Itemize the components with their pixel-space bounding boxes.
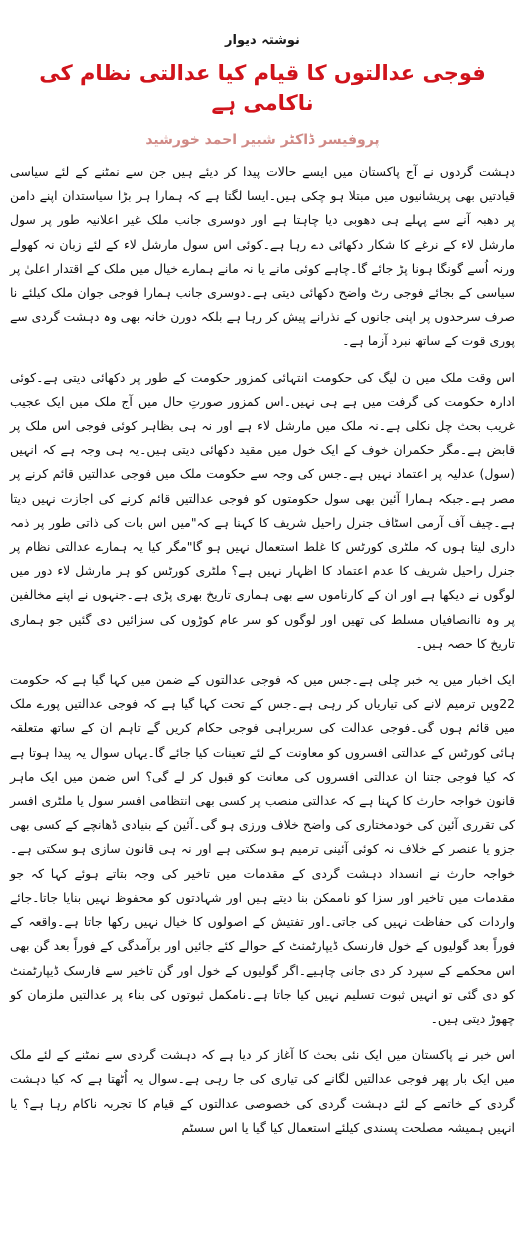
article-paragraph: ایک اخبار میں یہ خبر چلی ہے۔جس میں کہ فوجی عدالتوں کے ضمن میں کہا گیا ہے کہ حکومت 22ویں ترمیم لانے کی تیاریاں کر رہی ہے۔جس کے تحت کہا گیا ہے کہ فوجی عدالتیں پورے ملک میں قائم ہوں گی۔فوجی عدالت کی سربراہی فوجی حکام کریں گے تاہم ان کے ساتھ متعلقہ ہائی کورٹس کے عدالتی افسروں کو معاونت کے لئے تعینات کیا جائے گا۔یہاں سوال یہ پیدا ہوتا ہے کہ کیا فوجی جتنا ان عدالتی افسروں کی معانت کو قبول کر لے گی؟ اس ضمن میں ایک ماہر قانون خواجہ حارث کا کہنا ہے کہ عدالتی منصب پر کسی بھی انتظامی افسر سول یا ملٹری افسر کی تقرری آئین کی خودمختاری کی واضح خلاف ورزی ہو گی۔آئین کے بنیادی ڈھانچے کے کسی بھی جزو یا عنصر کے خلاف نہ کوئی آئینی ترمیم ہو سکتی ہے اور نہ ہی قانون سازی ہو سکتی ہے۔خواجہ حارث نے انسداد دہشت گردی کے مقدمات میں تاخیر کی وجہ بتاتے ہوئے کہا کہ جو مقدمات میں تاخیر اور سزا کو ناممکن بنا دیتے ہیں اور شہادتوں کو محفوظ نہیں بنایا جاتا۔جائے واردات کی حفاظت نہیں کی جاتی۔اور تفتیش کے اصولوں کا خیال نہیں رکھا جاتا ہے۔واقعہ کے فوراً بعد گولیوں کے خول فارنسک ڈیپارٹمنٹ کے حوالے کئے جائیں اور برآمدگی کے فوراً بعد گن بھی اس محکمے کے سپرد کر دی جانی چاہیے۔اگر گولیوں کے خول اور گن تاخیر سے فارسک ڈیپارٹمنٹ کو دی گئی تو انہیں ثبوت تسلیم نہیں کیا جاتا ہے۔نامکمل ثبوتوں کی بناء پر عدالتیں ملزمان کو چھوڑ دیتی ہیں۔: [10, 672, 515, 1026]
article-paragraph: اس وقت ملک میں ن لیگ کی حکومت انتہائی کمزور حکومت کے طور پر دکھائی دیتی ہے۔کوئی ادارہ حکومت کی گرفت میں ہے ہی نہیں۔اس کمزور صورتِ حال میں آج ملک میں ایک عجیب غریب بحث چل نکلی ہے۔نہ ملک میں مارشل لاء ہے اور نہ ہی بظاہر کوئی فوجی اس ملک پر قابض ہے۔مگر حکمران خوف کے ایک خول میں مقید دکھائی دیتی ہیں۔یہ ہی وجہ ہے کہ انہیں (سول) عدلیہ پر اعتماد نہیں ہے۔جس کی وجہ سے حکومت ملک میں فوجی عدالتیں قائم کرنے پر مصر ہے۔جبکہ ہمارا آئین بھی سول حکومتوں کو فوجی عدالتیں قائم کرنے کی اجازت نہیں دیتا ہے۔چیف آف آرمی اسٹاف جنرل راحیل شریف کا کہنا ہے کہ"میں اس بات کی ذاتی طور پر ذمہ داری لیتا ہوں کہ ملٹری کورٹس کا غلط استعمال نہیں ہو گا"مگر کیا یہ ہمارے عدالتی نظام پر جنرل راحیل شریف کا عدم اعتماد کا اظہار نہیں ہے؟ ملٹری کورٹس کو ہر مارشل لاء دور میں لوگوں نے دیکھا ہے اور ان کے کارناموں سے بھی ہماری تاریخ بھری پڑی ہے۔جنہوں نے اپنے مخالفین پر وہ ناانصافیاں مسلط کی تھیں اور لوگوں کو سر عام کوڑوں کی سزائیں دی گئیں جو ہماری تاریخ کا حصہ ہیں۔: [10, 369, 515, 651]
article-paragraph: اس خبر نے پاکستان میں ایک نئی بحث کا آغاز کر دیا ہے کہ دہشت گردی سے نمٹنے کے لئے ملک میں ایک بار پھر فوجی عدالتیں لگانے کی تیاری کی جا رہی ہے۔سوال یہ اُٹھتا ہے کہ کیا دہشت گردی کے خاتمے کے لئے دہشت گردی کی خصوصی عدالتوں کے قیام کا تجربہ ناکام رہا ہے؟ یا انہیں ہمیشہ مصلحت پسندی کیلئے استعمال کیا گیا یا اس سسٹم: [10, 1047, 515, 1135]
column-tag: نوشتہ دیوار: [225, 33, 300, 48]
article-body: [10, 160, 515, 1140]
author-byline: پروفیسر ڈاکٹر شبیر احمد خورشید: [145, 132, 380, 148]
article-headline: فوجی عدالتوں کا قیام کیا عدالتی نظام کی ناکامی ہے: [39, 61, 486, 115]
article-paragraph: دہشت گردوں نے آج پاکستان میں ایسے حالات پیدا کر دیئے ہیں جن سے نمٹنے کے لئے سیاسی قیادتیں بھی پریشانیوں میں مبتلا ہو چکی ہیں۔ایسا لگتا ہے کہ ہمارا ہر بڑا سیاستدان اپنے دامن پر دھبہ آنے سے پہلے ہی دھوبی دیا چاہتا ہے اور دوسری جانب ملک غیر اعلانیہ طور پر سول مارشل لاء کے نرغے کا شکار دکھائی دے رہا ہے۔کوئی اس سول مارشل لاء کے لئے زبان نہ کھولے ورنہ اُسے گونگا ہونا پڑ جائے گا۔چاہے کوئی مانے یا نہ مانے ہمارے خیال میں ملک کے اقتدار اعلیٰ پر سیاسی کے بجائے فوجی رٹ واضح دکھائی دیتی ہے۔دوسری جانب ہمارا فوجی جوان ملک کیلئے نا صرف سرحدوں پر اپنی جانوں کے نذرانے پیش کر رہا ہے بلکہ دورن خانہ بھی وہ دہشت گردی سے پوری قوت کے ساتھ نبرد آزما ہے۔: [10, 164, 515, 349]
